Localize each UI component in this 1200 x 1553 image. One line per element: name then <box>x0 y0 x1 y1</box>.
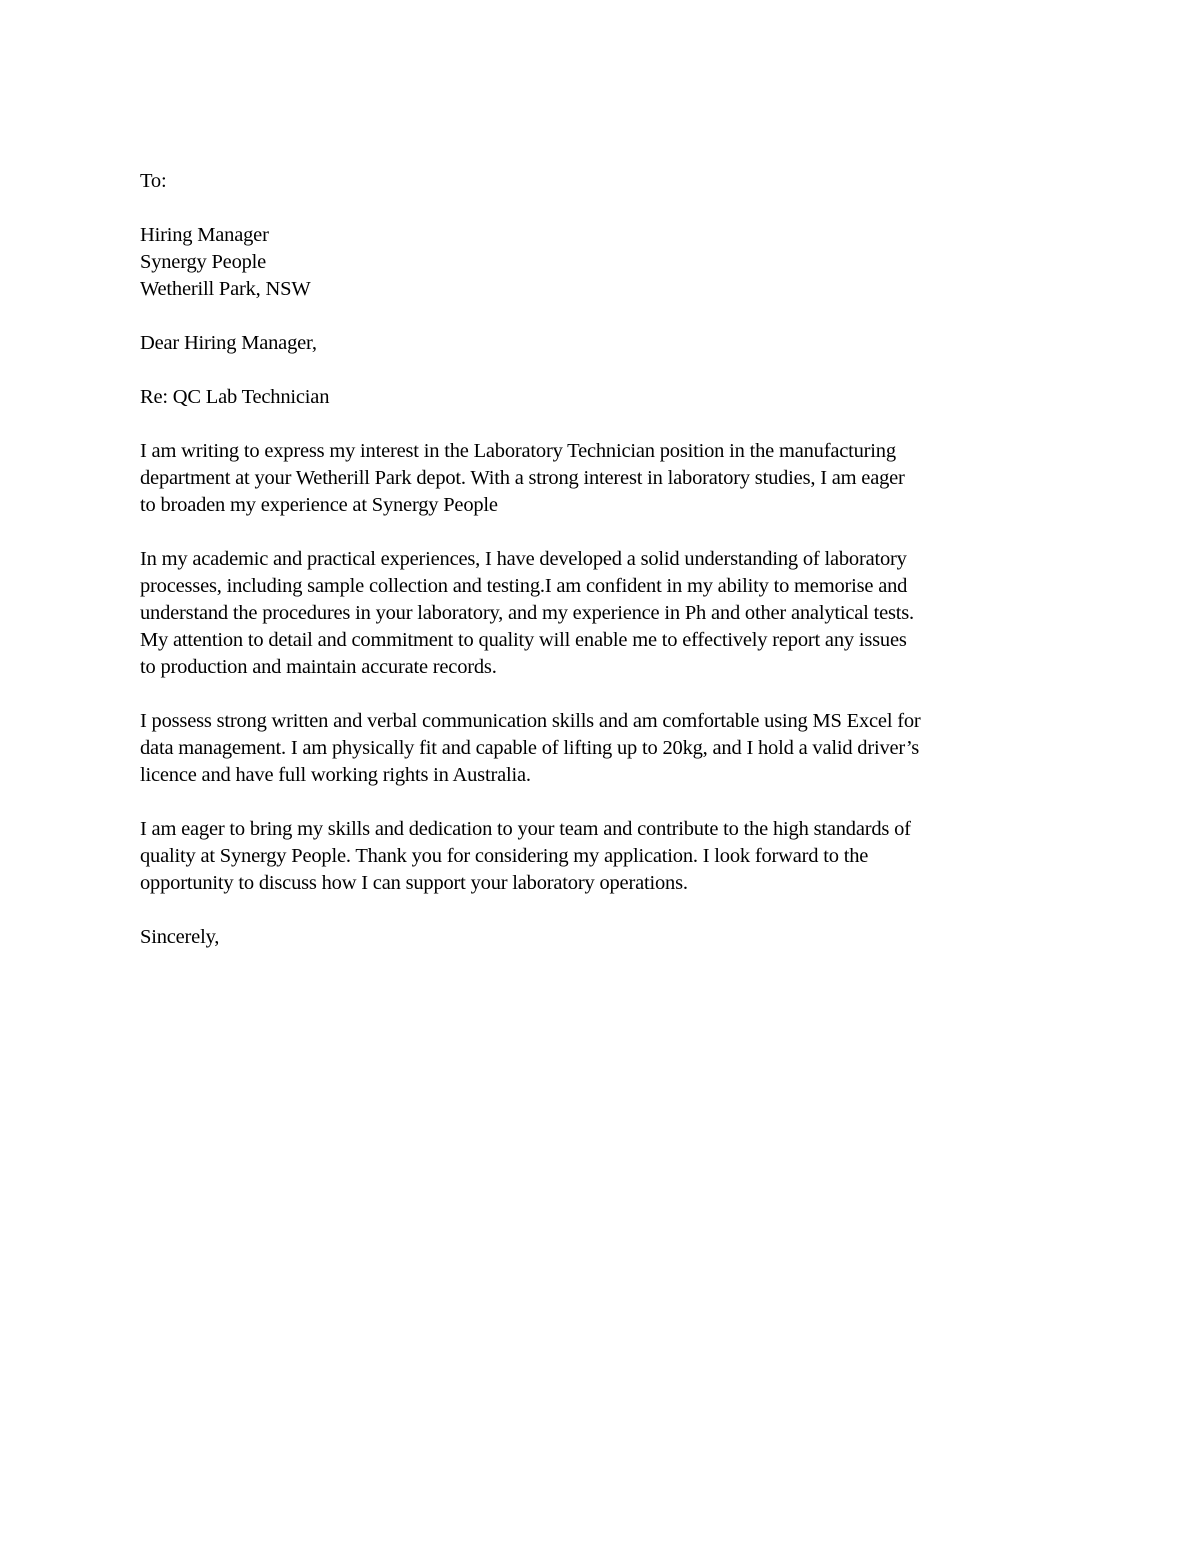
paragraph-line: quality at Synergy People. Thank you for considering my application. I look forward to the <box>140 845 869 867</box>
paragraph-line: I possess strong written and verbal communication skills and am comfortable using MS Excel for <box>140 710 921 732</box>
recipient-location: Wetherill Park, NSW <box>140 278 311 300</box>
recipient-company: Synergy People <box>140 251 267 273</box>
paragraph-line: My attention to detail and commitment to quality will enable me to effectively report any issues <box>140 629 907 651</box>
body-paragraph-4 <box>140 816 1070 897</box>
paragraph-line: department at your Wetherill Park depot. With a strong interest in laboratory studies, I am eager <box>140 467 905 489</box>
paragraph-line: data management. I am physically fit and capable of lifting up to 20kg, and I hold a valid driver’s <box>140 737 920 759</box>
salutation: Dear Hiring Manager, <box>140 332 317 354</box>
body-paragraph-2 <box>140 546 1070 681</box>
recipient-address <box>140 222 1070 303</box>
paragraph-line: I am eager to bring my skills and dedication to your team and contribute to the high standards of <box>140 818 911 840</box>
paragraph-line: I am writing to express my interest in the Laboratory Technician position in the manufacturing <box>140 440 896 462</box>
recipient-name: Hiring Manager <box>140 224 269 246</box>
paragraph-line: understand the procedures in your laboratory, and my experience in Ph and other analytical tests. <box>140 602 914 624</box>
body-paragraph-1 <box>140 438 1070 519</box>
paragraph-line: to production and maintain accurate records. <box>140 656 497 678</box>
paragraph-line: to broaden my experience at Synergy People <box>140 494 498 516</box>
paragraph-line: licence and have full working rights in Australia. <box>140 764 531 786</box>
body-paragraph-3 <box>140 708 1070 789</box>
subject-line: Re: QC Lab Technician <box>140 386 330 408</box>
cover-letter <box>140 168 1070 978</box>
paragraph-line: In my academic and practical experiences, I have developed a solid understanding of laboratory <box>140 548 907 570</box>
paragraph-line: processes, including sample collection and testing.I am confident in my ability to memorise and <box>140 575 908 597</box>
closing: Sincerely, <box>140 926 220 948</box>
to-label: To: <box>140 170 167 192</box>
paragraph-line: opportunity to discuss how I can support your laboratory operations. <box>140 872 688 894</box>
